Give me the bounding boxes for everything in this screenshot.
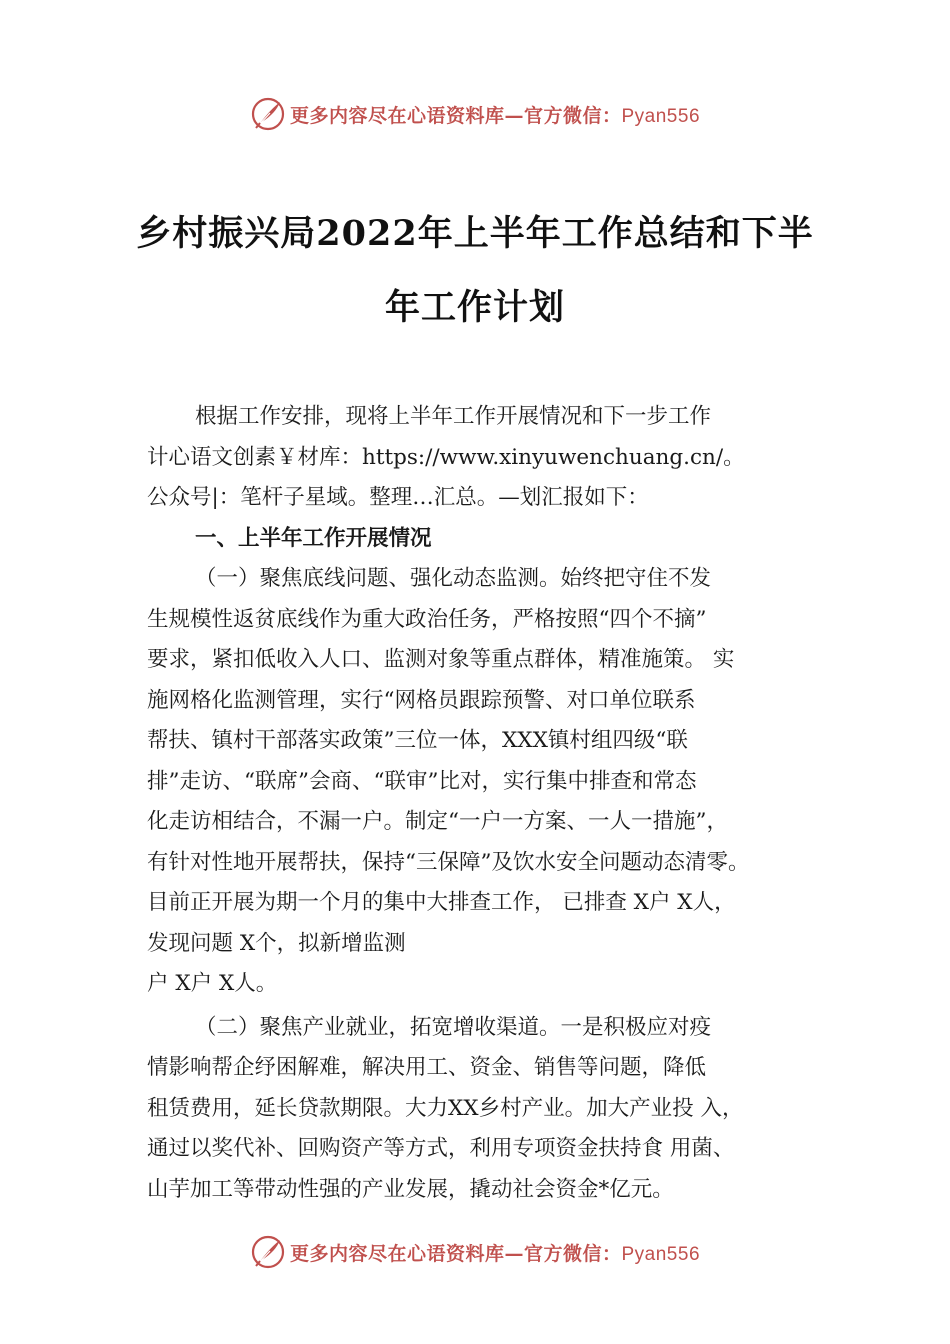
section1-line: 发现问题 X个，拟新增监测 (147, 930, 406, 956)
section1-line: 户 X户 X人。 (147, 971, 278, 996)
quill-pen-logo-icon (250, 1234, 286, 1270)
section1-line: 施网格化监测管理，实行“网格员跟踪预警、对口单位联系 (147, 687, 696, 713)
document-title-line-2: 年工作计划 (384, 287, 565, 328)
section2-line: 山芋加工等带动性强的产业发展，撬动社会资金*亿元。 (147, 1176, 674, 1202)
section1-line: （一）聚焦底线问题、强化动态监测。始终把守住不发 (195, 566, 712, 591)
quill-pen-logo-icon (250, 96, 286, 132)
watermark-text: 更多内容尽在心语资料库—官方微信：Pyan556 (289, 1242, 701, 1265)
section2-line: 租赁费用，延长贷款期限。大力XX乡村产业。加大产业投 入， (147, 1095, 744, 1121)
footer-watermark (0, 1230, 950, 1274)
intro-line: 计心语文创素￥材库：https://www.xinyuwenchuang.cn/。 (147, 444, 745, 470)
section1-line: 排”走访、“联席”会商、“联审”比对，实行集中排查和常态 (147, 768, 697, 794)
watermark-text: 更多内容尽在心语资料库—官方微信：Pyan556 (289, 104, 701, 127)
section1-line: 要求，紧扣低收入人口、监测对象等重点群体，精准施策。 实 (147, 647, 735, 672)
section-heading: 一、上半年工作开展情况 (195, 525, 432, 551)
section1-line: 生规模性返贫底线作为重大政治任务，严格按照“四个不摘” (147, 606, 707, 632)
intro-line: 根据工作安排，现将上半年工作开展情况和下一步工作 (195, 404, 712, 429)
section1-line: 帮扶、镇村干部落实政策”三位一体，XXX镇村组四级“联 (147, 728, 688, 753)
section1-line: 目前正开展为期一个月的集中大排查工作， 已排查 X户 X人， (147, 890, 736, 915)
section2-line: 情影响帮企纾困解难，解决用工、资金、销售等问题，降低 (147, 1055, 707, 1080)
document-body (147, 397, 837, 1210)
section2-line: （二）聚焦产业就业，拓宽增收渠道。一是积极应对疫 (195, 1014, 712, 1040)
section1-line: 有针对性地开展帮扶，保持“三保障”及饮水安全问题动态清零。 (147, 849, 750, 875)
section2-line: 通过以奖代补、回购资产等方式，利用专项资金扶持食 用菌、 (147, 1136, 735, 1161)
intro-line: 公众号|：笔杆子星域。整理…汇总。—划汇报如下： (147, 485, 649, 510)
document-title-line-1: 乡村振兴局2022年上半年工作总结和下半 (136, 213, 814, 254)
section1-line: 化走访相结合，不漏一户。制定“一户一方案、一人一措施”， (147, 809, 728, 834)
header-watermark (0, 92, 950, 136)
